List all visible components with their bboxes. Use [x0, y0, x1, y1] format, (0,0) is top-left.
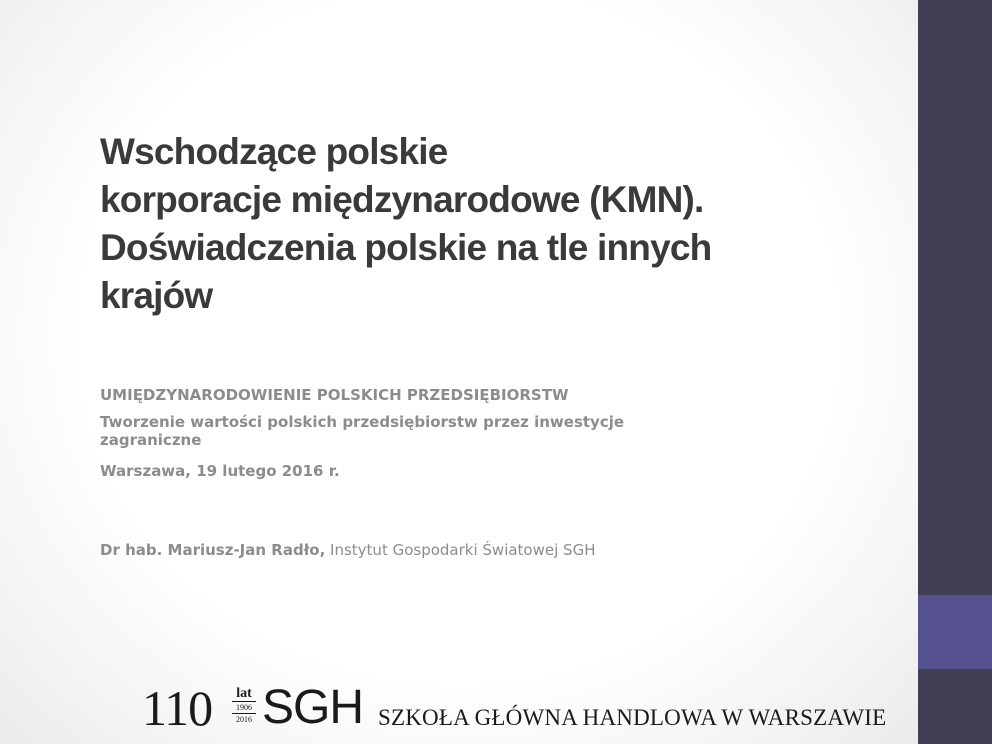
sgh-logo	[142, 680, 887, 736]
school-name: SZKOŁA GŁÓWNA HANDLOWA W WARSZAWIE	[378, 705, 887, 730]
sidebar-accent-block	[918, 595, 992, 669]
author-line	[100, 541, 800, 559]
subtitle-heading: UMIĘDZYNARODOWIENIE POLSKICH PRZEDSIĘBIORSTW	[100, 386, 569, 404]
title-line: krajów	[100, 275, 213, 316]
title-line: Wschodzące polskie	[100, 131, 448, 172]
logo-year-start: 1906	[236, 703, 252, 712]
author-name: Dr hab. Mariusz-Jan Radło,	[100, 541, 326, 559]
title-line: Doświadczenia polskie na tle innych	[100, 227, 712, 268]
logo-sgh: SGH	[262, 681, 364, 734]
subtitle-date: Warszawa, 19 lutego 2016 r.	[100, 462, 340, 480]
slide-title	[100, 128, 860, 320]
author-affiliation: Instytut Gospodarki Światowej SGH	[330, 541, 596, 559]
logo-anniversary	[230, 687, 258, 725]
logo-year-end: 2016	[236, 715, 252, 724]
logo-lat-label: lat	[236, 686, 252, 701]
subtitle-topic: Tworzenie wartości polskich przedsiębiorstw przez inwestycje zagraniczne	[100, 413, 625, 449]
logo-number: 110	[142, 680, 213, 736]
title-line: korporacje międzynarodowe (KMN).	[100, 179, 704, 220]
